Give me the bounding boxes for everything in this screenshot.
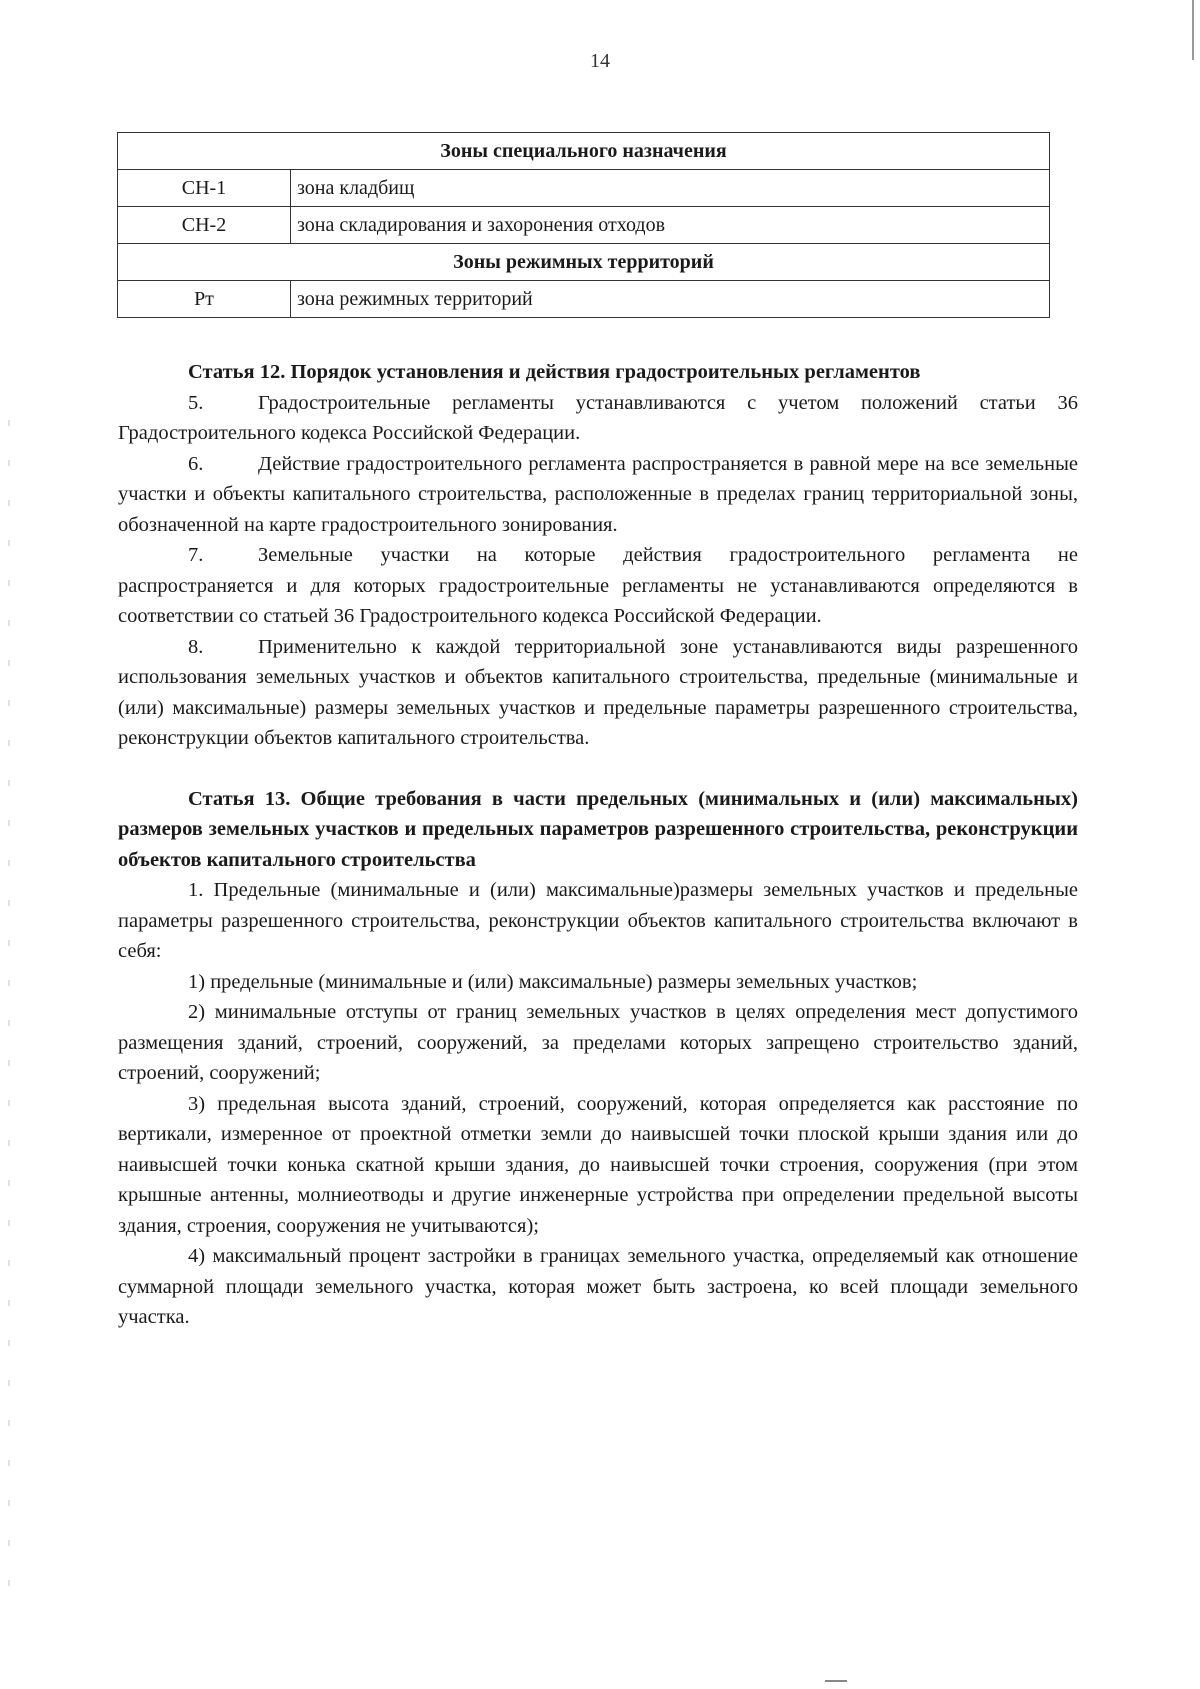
- table-row: [118, 170, 1050, 207]
- table-section-row: [118, 133, 1050, 170]
- article-13-heading: Статья 13. Общие требования в части предельных (минимальных и (или) максимальных) размеров земельных участков и предельных параметров разрешенного строительства, реконструкции объектов капитального строительства: [118, 787, 1078, 871]
- item-text: Действие градостроительного регламента распространяется в равной мере на все земельные участки и объекты капитального строительства, расположенные в пределах границ территориальной зоны, обозначенной на карте градостроительного зонирования.: [118, 452, 1078, 536]
- article-13-intro: 1. Предельные (минимальные и (или) максимальные)размеры земельных участков и предельные параметры разрешенного строительства, реконструкции объектов капитального строительства включают в себя:: [118, 879, 1078, 962]
- section-gap: [118, 754, 1078, 784]
- document-body: [118, 357, 1078, 1333]
- paragraph-item: [118, 449, 1078, 541]
- article-12-heading: Статья 12. Порядок установления и действия градостроительных регламентов: [188, 361, 921, 383]
- zone-code: СН-2: [118, 207, 291, 244]
- item-number: 7.: [188, 544, 204, 566]
- zone-description: зона складирования и захоронения отходов: [291, 207, 1050, 244]
- item-number: 5.: [188, 391, 204, 414]
- scan-bottom-mark: [825, 1680, 847, 1682]
- scan-margin-marks: [8, 420, 10, 1620]
- zone-description: зона кладбищ: [291, 170, 1050, 207]
- paragraph-item: [118, 632, 1078, 754]
- item-text: Применительно к каждой территориальной зоне устанавливаются виды разрешенного использования земельных участков и объектов капитального строительства, предельные (минимальные и (или) максимальные) размеры земельных участков и предельные параметры разрешенного строительства, реконструкции объектов капитального строительства.: [118, 635, 1078, 749]
- page-number: 14: [590, 50, 610, 72]
- table-row: [118, 207, 1050, 244]
- item-text: Земельные участки на которые действия градостроительного регламента не распространяется и для которых градостроительные регламенты не устанавливаются определяются в соответствии со статьей 36 Градостроительного кодекса Российской Федерации.: [118, 544, 1078, 627]
- section-title: Зоны режимных территорий: [118, 244, 1050, 281]
- list-item: 2) минимальные отступы от границ земельных участков в целях определения мест допустимого размещения зданий, строений, сооружений, за пределами которых запрещено строительство зданий, строений, сооружений;: [118, 1001, 1078, 1084]
- table-section-row: [118, 244, 1050, 281]
- item-number: 6.: [188, 452, 204, 475]
- paragraph-item: [118, 388, 1078, 449]
- zone-code: СН-1: [118, 170, 291, 207]
- zones-table: [117, 132, 1050, 318]
- table-row: [118, 281, 1050, 318]
- item-number: 8.: [188, 635, 204, 658]
- zone-description: зона режимных территорий: [291, 281, 1050, 318]
- zone-code: Рт: [118, 281, 291, 318]
- section-title: Зоны специального назначения: [118, 133, 1050, 170]
- paragraph-item: [118, 540, 1078, 632]
- list-item: 4) максимальный процент застройки в границах земельного участка, определяемый как отношение суммарной площади земельного участка, которая может быть застроена, ко всей площади земельного участка.: [118, 1245, 1078, 1328]
- list-item: 3) предельная высота зданий, строений, сооружений, которая определяется как расстояние по вертикали, измеренное от проектной отметки земли до наивысшей точки плоской крыши здания или до наивысшей точки конька скатной крыши здания, до наивысшей точки строения, сооружения (при этом крышные антенны, молниеотводы и другие инженерные устройства при определении предельной высоты здания, строения, сооружения не учитываются);: [118, 1092, 1078, 1237]
- item-text: Градостроительные регламенты устанавливаются с учетом положений статьи 36 Градостроительного кодекса Российской Федерации.: [118, 391, 1078, 444]
- list-item: 1) предельные (минимальные и (или) максимальные) размеры земельных участков;: [188, 970, 918, 993]
